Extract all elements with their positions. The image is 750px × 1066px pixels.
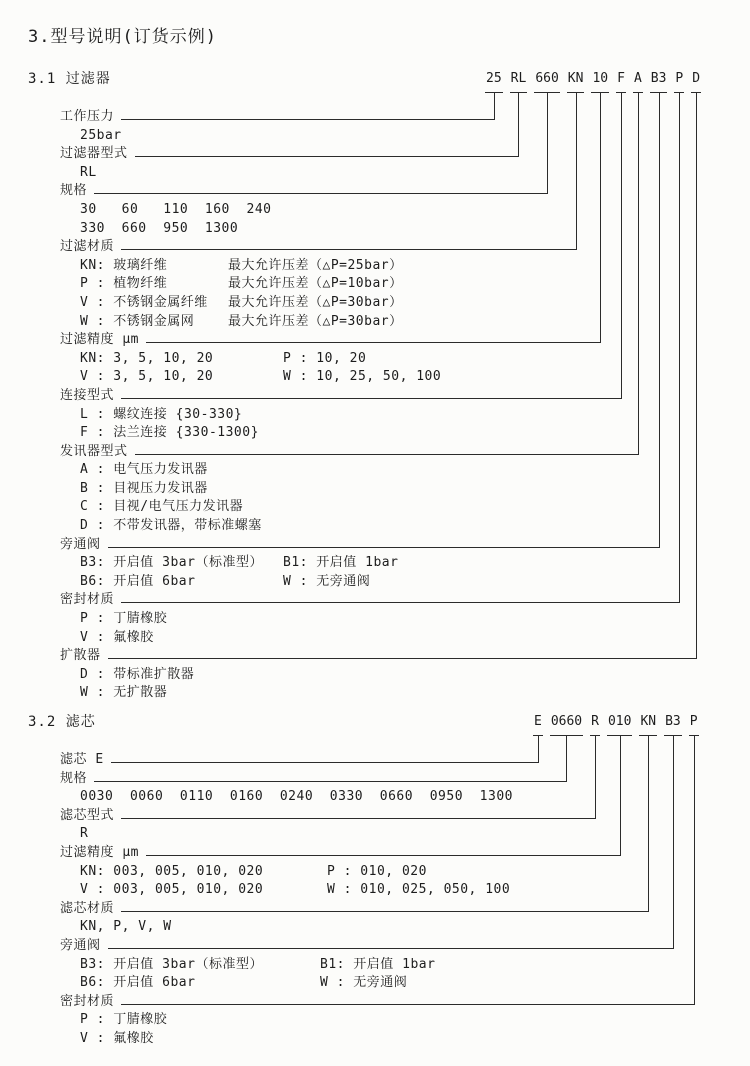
option-text: P : 010, 020: [327, 863, 427, 879]
group-label-row: [0, 238, 750, 257]
option-text: B1: 开启值 1bar: [320, 956, 436, 972]
option-row: [0, 825, 750, 844]
option-text: 330 660 950 1300: [80, 220, 239, 236]
code-part: E: [534, 714, 542, 729]
option-row: [0, 1030, 750, 1049]
option-row: [0, 294, 750, 313]
option-text: B1: 开启值 1bar: [283, 555, 399, 571]
group-label: 规格: [60, 183, 88, 199]
attribute-rows: [0, 108, 750, 703]
code-part: KN: [567, 71, 584, 86]
code-part: B3: [665, 714, 681, 729]
code-part: P: [689, 714, 698, 729]
option-row: [0, 573, 750, 592]
option-row: [0, 918, 750, 937]
group-label-row: [0, 145, 750, 164]
option-text: W : 010, 025, 050, 100: [327, 882, 511, 898]
option-row: [0, 554, 750, 573]
group-label: 规格: [60, 770, 88, 786]
group-label: 过滤器型式: [60, 146, 128, 162]
option-text: P : 丁腈橡胶: [80, 611, 168, 627]
code-part: D: [692, 71, 701, 86]
attribute-rows: [0, 751, 750, 1049]
option-text: 最大允许压差（△P=25bar）: [228, 257, 403, 273]
group-label-row: [0, 331, 750, 350]
option-text: KN: 玻璃纤维: [80, 257, 168, 273]
group-label-row: [0, 182, 750, 201]
group-label: 滤芯材质: [60, 900, 115, 916]
option-text: V : 003, 005, 010, 020: [80, 882, 264, 898]
option-row: [0, 666, 750, 685]
option-row: [0, 257, 750, 276]
option-text: V : 不锈钢金属纤维: [80, 294, 208, 310]
option-row: [0, 610, 750, 629]
group-label-row: [0, 770, 750, 789]
code-part: 25: [486, 71, 502, 86]
code-part: KN: [640, 714, 657, 729]
group-label: 密封材质: [60, 592, 115, 608]
option-text: B6: 开启值 6bar: [80, 975, 196, 991]
option-row: [0, 1011, 750, 1030]
option-row: [0, 517, 750, 536]
option-text: KN: 003, 005, 010, 020: [80, 863, 264, 879]
option-row: [0, 201, 750, 220]
option-row: [0, 788, 750, 807]
option-text: W : 无旁通阀: [320, 975, 408, 991]
model-code: [534, 714, 698, 730]
group-label-row: [0, 937, 750, 956]
option-row: [0, 164, 750, 183]
option-row: [0, 684, 750, 703]
code-part: F: [617, 71, 625, 86]
code-part: R: [591, 714, 599, 729]
option-text: F : 法兰连接 {330-1300}: [80, 425, 259, 441]
group-label: 过滤材质: [60, 239, 115, 255]
group-label-row: [0, 751, 750, 770]
option-text: 25bar: [80, 127, 122, 143]
option-row: [0, 127, 750, 146]
option-row: [0, 275, 750, 294]
option-text: 0030 0060 0110 0160 0240 0330 0660 0950 1300: [80, 789, 513, 805]
option-text: L : 螺纹连接 {30-330}: [80, 406, 243, 422]
group-label: 发讯器型式: [60, 443, 128, 459]
option-text: W : 不锈钢金属网: [80, 313, 195, 329]
option-row: [0, 863, 750, 882]
option-row: [0, 220, 750, 239]
option-text: W : 无旁通阀: [283, 573, 371, 589]
option-row: [0, 368, 750, 387]
option-row: [0, 498, 750, 517]
group-label: 工作压力: [60, 109, 115, 124]
option-text: W : 无扩散器: [80, 685, 168, 701]
code-part: 660: [535, 71, 559, 86]
group-label: 扩散器: [60, 648, 101, 664]
option-text: D : 带标准扩散器: [80, 666, 195, 682]
code-part: 0660: [550, 714, 583, 729]
group-label-row: [0, 844, 750, 863]
option-text: KN, P, V, W: [80, 919, 172, 935]
option-text: B3: 开启值 3bar（标准型）: [80, 956, 263, 972]
code-part: 10: [592, 71, 609, 86]
section-heading: 3.2 滤芯: [28, 714, 96, 730]
option-text: V : 氟橡胶: [80, 629, 154, 645]
group-label: 旁通阀: [60, 937, 101, 953]
code-part: RL: [510, 71, 527, 86]
option-text: KN: 3, 5, 10, 20: [80, 350, 214, 366]
option-text: P : 10, 20: [283, 350, 367, 366]
group-label: 连接型式: [60, 387, 115, 403]
option-text: V : 氟橡胶: [80, 1030, 154, 1046]
option-text: 30 60 110 160 240: [80, 201, 272, 217]
option-text: B : 目视压力发讯器: [80, 480, 208, 496]
option-row: [0, 881, 750, 900]
option-text: 最大允许压差（△P=10bar）: [228, 276, 403, 292]
option-text: B3: 开启值 3bar（标准型）: [80, 555, 263, 571]
code-part: 010: [607, 714, 632, 729]
group-label: 密封材质: [60, 993, 115, 1009]
group-label: 过滤精度 μm: [60, 844, 139, 860]
option-text: C : 目视/电气压力发讯器: [80, 499, 244, 515]
group-label-row: [0, 387, 750, 406]
option-text: W : 10, 25, 50, 100: [283, 369, 442, 385]
group-label-row: [0, 443, 750, 462]
group-label-row: [0, 591, 750, 610]
option-text: P : 植物纤维: [80, 276, 168, 292]
option-row: [0, 406, 750, 425]
code-part: P: [675, 71, 684, 86]
option-text: B6: 开启值 6bar: [80, 573, 196, 589]
group-label-row: [0, 108, 750, 127]
group-label: 滤芯型式: [60, 807, 115, 823]
group-label-row: [0, 647, 750, 666]
option-text: D : 不带发讯器，带标准螺塞: [80, 518, 262, 534]
group-label: 旁通阀: [60, 536, 101, 552]
option-row: [0, 313, 750, 332]
option-row: [0, 424, 750, 443]
option-text: V : 3, 5, 10, 20: [80, 369, 214, 385]
option-row: [0, 629, 750, 648]
option-row: [0, 350, 750, 369]
group-label: 滤芯 E: [60, 752, 104, 767]
option-text: 最大允许压差（△P=30bar）: [228, 313, 403, 329]
page-title: 3.型号说明(订货示例): [28, 27, 217, 47]
option-text: R: [80, 826, 89, 842]
code-part: B3: [650, 71, 667, 86]
option-text: P : 丁腈橡胶: [80, 1012, 168, 1028]
group-label-row: [0, 807, 750, 826]
code-part: A: [633, 71, 642, 86]
option-text: A : 电气压力发讯器: [80, 462, 208, 478]
group-label-row: [0, 900, 750, 919]
option-row: [0, 974, 750, 993]
option-row: [0, 461, 750, 480]
group-label-row: [0, 993, 750, 1012]
group-label-row: [0, 536, 750, 555]
option-row: [0, 956, 750, 975]
model-code: [486, 71, 700, 87]
option-row: [0, 480, 750, 499]
option-text: 最大允许压差（△P=30bar）: [228, 294, 403, 310]
section-heading: 3.1 过滤器: [28, 71, 111, 87]
option-text: RL: [80, 164, 97, 180]
group-label: 过滤精度 μm: [60, 332, 139, 348]
